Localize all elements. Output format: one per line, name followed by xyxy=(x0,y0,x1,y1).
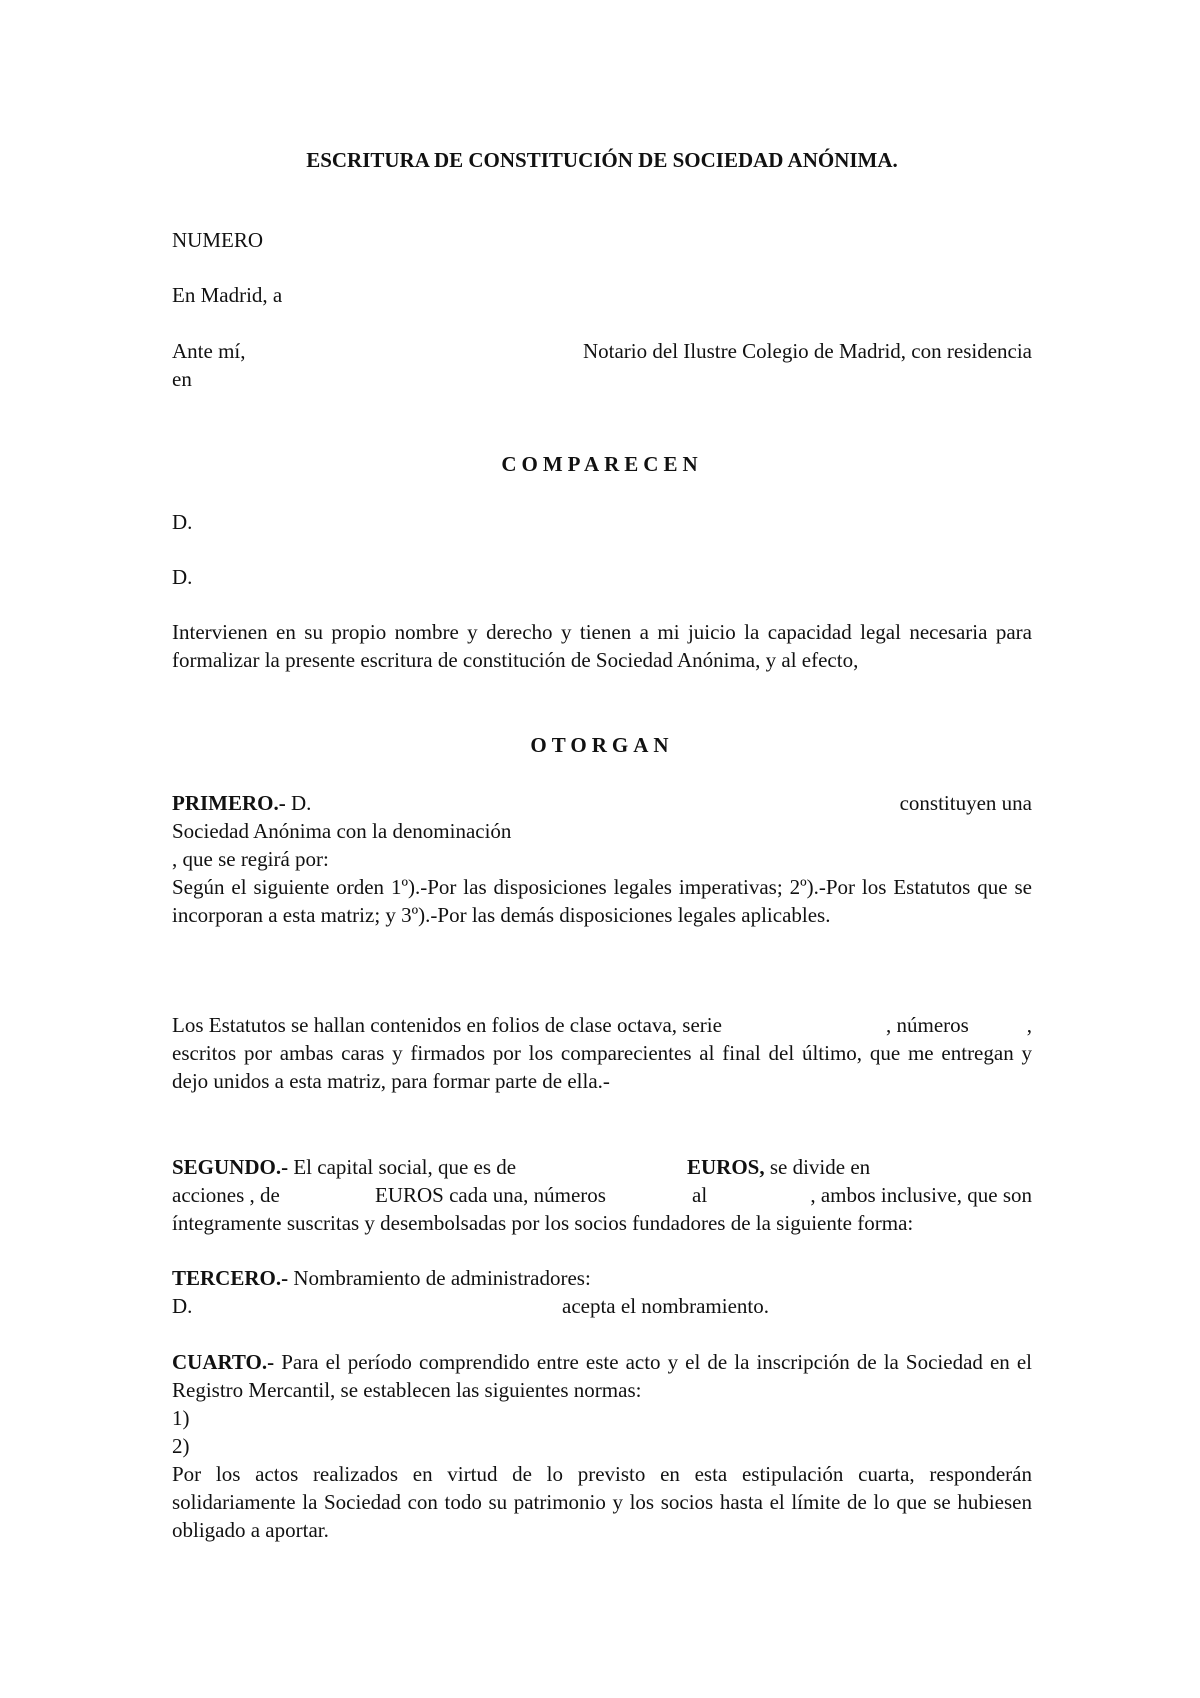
cuarto-label: CUARTO.- xyxy=(172,1350,275,1374)
estatutos-part3: , xyxy=(1026,1013,1032,1037)
tercero-acepta: acepta el nombramiento. xyxy=(562,1294,769,1318)
segundo-label: SEGUNDO.- xyxy=(172,1155,289,1179)
segundo-acciones: acciones , de xyxy=(172,1183,280,1207)
cuarto-item-2: 2) xyxy=(172,1434,190,1458)
estatutos-section xyxy=(172,1011,1032,1095)
compareciente-2: D. xyxy=(172,565,193,589)
primero-d: D. xyxy=(291,791,312,815)
en-text: en xyxy=(172,367,192,391)
estatutos-body: escritos por ambas caras y firmados por los comparecientes al final del último, que me entregan y dejo unidos a esta matriz, para formar parte de ella.- xyxy=(172,1041,1032,1093)
document-title: ESCRITURA DE CONSTITUCIÓN DE SOCIEDAD ANÓNIMA. xyxy=(306,148,898,172)
estatutos-part2: , números xyxy=(886,1013,969,1037)
cuarto-item-1: 1) xyxy=(172,1406,190,1430)
otorgan-heading: OTORGAN xyxy=(530,733,674,757)
tercero-section xyxy=(172,1264,1032,1320)
primero-label: PRIMERO.- xyxy=(172,791,286,815)
tercero-label: TERCERO.- xyxy=(172,1266,289,1290)
primero-line2: Sociedad Anónima con la denominación xyxy=(172,819,512,843)
segundo-text2: se divide en xyxy=(769,1155,871,1179)
segundo-al: al xyxy=(692,1183,708,1207)
primero-body: Según el siguiente orden 1º).-Por las disposiciones legales imperativas; 2º).-Por los Estatutos que se incorporan a esta matriz; y 3º).-Por las demás disposiciones legales aplicables. xyxy=(172,875,1032,927)
ante-mi-block xyxy=(172,337,1032,393)
primero-section xyxy=(172,789,1032,929)
notario-text: Notario del Ilustre Colegio de Madrid, con residencia xyxy=(582,339,1032,363)
segundo-euros-cada: EUROS cada una, números xyxy=(375,1183,606,1207)
tercero-d: D. xyxy=(172,1294,193,1318)
tercero-text: Nombramiento de administradores: xyxy=(293,1266,591,1290)
estatutos-part1: Los Estatutos se hallan contenidos en folios de clase octava, serie xyxy=(172,1013,722,1037)
cuarto-text: Para el período comprendido entre este acto y el de la inscripción de la Sociedad en el Registro Mercantil, se establecen las siguientes normas: xyxy=(172,1350,1033,1402)
cuarto-body: Por los actos realizados en virtud de lo previsto en esta estipulación cuarta, responderán solidariamente la Sociedad con todo su patrimonio y los socios hasta el límite de lo que se hubiesen obligado a aportar. xyxy=(172,1462,1032,1542)
segundo-line3: íntegramente suscritas y desembolsadas por los socios fundadores de la siguiente forma: xyxy=(172,1211,914,1235)
cuarto-section xyxy=(172,1348,1032,1544)
primero-line3: , que se regirá por: xyxy=(172,847,329,871)
numero-line: NUMERO xyxy=(172,228,264,252)
lugar-line: En Madrid, a xyxy=(172,283,283,307)
compareciente-1: D. xyxy=(172,510,193,534)
comparecen-heading: COMPARECEN xyxy=(501,452,703,476)
primero-constituyen: constituyen una xyxy=(899,791,1032,815)
segundo-ambos: , ambos inclusive, que son xyxy=(810,1183,1032,1207)
segundo-text1: El capital social, que es de xyxy=(293,1155,517,1179)
segundo-euros: EUROS, xyxy=(687,1155,765,1179)
ante-mi-text: Ante mí, xyxy=(172,339,246,363)
segundo-section xyxy=(172,1153,1032,1237)
intervienen-paragraph: Intervienen en su propio nombre y derecho y tienen a mi juicio la capacidad legal necesaria para formalizar la presente escritura de constitución de Sociedad Anónima, y al efecto, xyxy=(172,620,1032,672)
